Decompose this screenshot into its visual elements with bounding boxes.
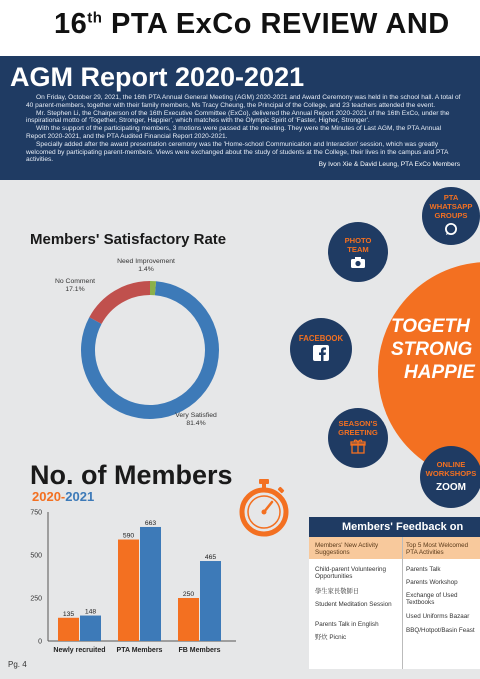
y-tick-label: 0 [38,638,42,646]
bar-value-label: 663 [144,519,157,527]
category-label: Newly recruited [53,647,106,654]
feedback-title: Members' Feedback on [309,517,480,537]
bar-2021-pta-members [140,527,161,641]
feedback-col-top5: Top 5 Most Welcomed PTA Activities [406,542,469,557]
year-2020: 2020 [32,489,61,504]
top-activity-item: Parents Workshop [406,579,458,586]
feedback-col-headers [309,537,480,559]
top-activity-item: Parents Talk [406,566,441,573]
feedback-divider [402,537,403,669]
heading-text: PTA ExCo REVIEW AND [102,8,450,40]
suggestion-item: 野炊 Picnic [315,634,347,641]
agm-paragraph: On Friday, October 29, 2021, the 16th PTA Annual General Meeting (AGM) 2020-2021 and Award Ceremony was held in the school hall. A total of 40 parent-members, together with their family members, Ms Tracy Cheung, the Principal of the College, and 23 teachers attended the event. [26,94,461,109]
top-title-banner [0,0,480,56]
bar-2021-newly-recruited [80,616,101,641]
y-tick-label: 750 [30,509,42,517]
suggestion-item: 學生家長敬師日 [315,588,360,595]
y-tick-label: 500 [30,552,42,560]
online-workshops-circle [420,446,480,508]
seasons-greeting-circle [328,408,388,468]
bar-2020-fb-members [178,598,199,641]
category-label: FB Members [178,647,221,654]
members-title: No. of Members [30,460,233,490]
whatsapp-label: PTA WHATSAPP GROUPS [429,193,473,220]
bar-value-label: 135 [62,610,75,618]
year-dash: - [60,489,66,504]
no-comment-label [40,278,110,294]
bar-value-label: 465 [204,554,217,562]
suggestion-item: Parents Talk in English [315,621,379,628]
camera-icon [350,256,366,269]
bar-2020-pta-members [118,540,139,641]
motto-line: HAPPIE [404,362,475,383]
feedback-col-suggestions: Members' New Activity Suggestions [315,542,379,557]
very-satisfied-text: Very Satisfied [175,412,217,419]
photo-team-label: PHOTO TEAM [344,236,372,254]
year-2021: 2021 [65,489,95,504]
bar-value-label: 250 [182,591,195,598]
need-improvement-text: Need Improvement [117,258,175,265]
need-improvement-pct: 1.4% [138,266,154,273]
zoom-label: ZOOM [436,482,466,493]
page-number: Pg. 4 [8,660,27,669]
agm-paragraph: Specially added after the award presentation ceremony was the 'Home-school Communication and Interaction' session, which was greatly welcomed by participating parent-members. Views were exchanged about the study of students at the College, their lives in the campus and PTA activities. [26,140,448,164]
agm-title: AGM Report 2020-2021 [10,62,305,92]
page-heading [54,8,450,41]
seasons-greeting-label: SEASON'S GREETING [338,419,378,437]
agm-paragraph: Mr. Stephen Li, the Chairperson of the 16th Executive Committee (ExCo), delivered the Annual Report 2020-2021 of the 16th ExCo, under the inspirational motto of 'Together, Stronger, Happier', which matches with the Olympic Spirit of 'Faster, Higher, Stronger'. [26,109,450,125]
bar-2021-fb-members [200,561,221,641]
whatsapp-circle [422,187,480,245]
gift-icon [350,438,366,454]
agm-paragraph: With the support of the participating members, 3 motions were passed at the meeting. They were the Minutes of Last AGM, the PTA Annual Report 2020-2021, and the PTA Audited Financial Report 2020-2021. [26,125,442,140]
top-activity-item: BBQ/Hotpot/Basin Feast [406,627,475,634]
need-improvement-label [114,258,178,274]
suggestion-item: Child-parent Volunteering Opportunities [315,566,387,581]
feedback-table [309,517,480,669]
no-comment-text: No Comment [54,278,96,285]
facebook-icon [313,345,329,361]
online-workshops-label: ONLINE WORKSHOPS [425,460,477,478]
very-satisfied-label [166,412,226,428]
facebook-label: FACEBOOK [298,334,344,343]
agm-byline: By Ivon Xie & David Leung, PTA ExCo Members [318,161,460,168]
heading-ordinal: th [87,9,103,27]
photo-team-circle [328,222,388,282]
satisfaction-title: Members' Satisfactory Rate [30,231,227,248]
no-comment-pct: 17.1% [65,286,85,293]
bar-2020-newly-recruited [58,618,79,641]
very-satisfied-pct: 81.4% [186,420,206,427]
members-bar-chart [22,508,242,658]
satisfaction-donut-chart [70,270,230,430]
top-activity-item: Exchange of Used Textbooks [406,592,458,607]
whatsapp-icon [444,222,458,236]
suggestion-item: Student Meditation Session [315,601,392,608]
motto-line: TOGETH [391,316,470,337]
stopwatch-icon [238,478,290,538]
members-years [32,489,94,504]
top-activity-item: Used Uniforms Bazaar [406,613,470,620]
y-tick-label: 250 [30,595,42,603]
category-label: PTA Members [116,647,163,654]
motto-line: STRONG [391,339,473,360]
heading-number: 16 [54,8,88,40]
agm-body [26,94,462,164]
bar-value-label: 148 [84,608,97,616]
motto-text [391,315,475,384]
bar-value-label: 590 [122,532,135,540]
facebook-circle [290,318,352,380]
